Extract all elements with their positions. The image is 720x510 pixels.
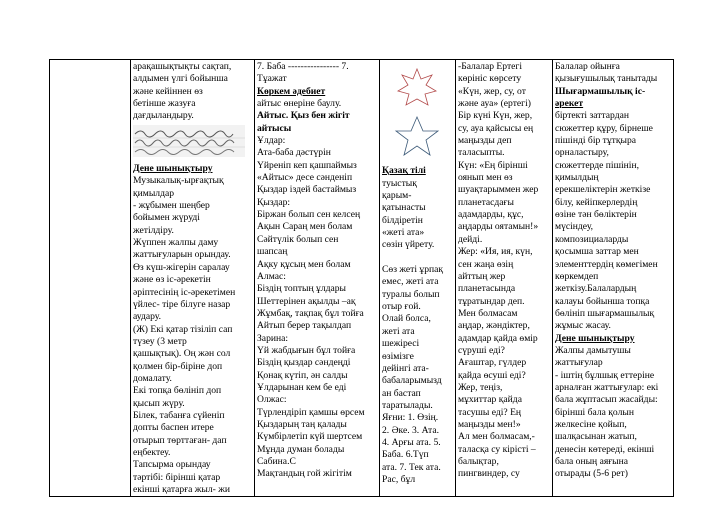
text-line: еңбектеу.: [133, 446, 171, 458]
column-6-cell: [553, 60, 674, 497]
text-line: екінші қатарға жыл- жи: [133, 484, 231, 495]
text-line: сүруші еді?: [458, 344, 505, 356]
column-2-cell: [131, 60, 255, 497]
heading-kazakh-language: Қазақ тілі: [382, 165, 426, 177]
text-line: жетілдіру.: [133, 224, 174, 236]
heading-literature: Көркем әдебиет: [257, 85, 326, 97]
text-line: Баба. 6.Түп: [382, 449, 429, 461]
text-line: және кейіннен өз: [133, 85, 203, 97]
text-line: отырады (5-6 рет): [555, 468, 628, 480]
text-line: Рас, бұл: [382, 473, 416, 485]
text-line: адамдарды, құс,: [458, 209, 524, 221]
text-line: бөлініп шығармашылық: [555, 307, 655, 319]
text-line: қашықтық). Оң жән сол: [133, 348, 231, 360]
text-line: Жалпы дамытушы: [555, 344, 631, 356]
literature-goal: айтыс өнеріне баулу.: [257, 98, 342, 110]
text-line: Мұнда думан болады: [257, 443, 345, 455]
text-line: Яғни: 1. Өзің.: [382, 412, 439, 424]
text-line: 2. Әке. 3. Ата.: [382, 424, 440, 436]
text-line: таласыпты.: [458, 147, 505, 159]
text-line: әріптесінің іс-әрекетімен: [133, 286, 236, 298]
text-line: планетасдағы: [458, 196, 514, 208]
text-line: қарым-: [382, 190, 412, 202]
text-line: Қыздарың таң қалады: [257, 418, 347, 430]
heading-aitys-2: айтысы: [257, 122, 292, 134]
text-line: тасушы еді? Ең: [458, 406, 522, 418]
heading-physical-education: Дене шынықтыру: [555, 332, 635, 344]
text-line: мүсіндеу,: [555, 221, 594, 233]
text-line: «жеті ата»: [382, 227, 425, 239]
text-line: сюжеттерде пішінін,: [555, 159, 639, 171]
text-line: көркемдеп: [555, 270, 599, 282]
text-line: отыр ғой.: [382, 301, 421, 313]
text-line: Білек, табанға сүйеніп: [133, 409, 225, 421]
text-line: тұратындар деп.: [458, 295, 525, 307]
heading-creative-2: әрекет: [555, 98, 584, 110]
text-line: Жүппен жалпы даму: [133, 237, 219, 249]
text-line: Олай болса,: [382, 313, 431, 325]
text-line: отырып төрттаған- дап: [133, 434, 227, 446]
text-line: шалқасынан жатып,: [555, 431, 637, 443]
text-line: қолмен бір-біріне доп: [133, 360, 223, 372]
text-line: жаттығуларын орындау.: [133, 249, 231, 261]
text-line: Біздің қыздар сәндеңді: [257, 357, 351, 369]
text-line: Шеттерінен ақылды –ақ: [257, 295, 356, 307]
text-line: домалату.: [133, 372, 172, 384]
text-line: сөзін үйрету.: [382, 239, 435, 251]
text-line: жеткізу.Балалардың: [555, 283, 637, 295]
text-line: Алмас:: [257, 270, 286, 282]
text-line: аудару.: [133, 311, 162, 323]
text-line: Жұмбақ, тақпақ бұл тойға: [257, 307, 364, 319]
text-line: қосымша заттар мен: [555, 246, 639, 258]
text-line: пішінді бір тұтқыра: [555, 135, 637, 147]
text-line: және ауа» (ертегі): [458, 98, 531, 110]
text-line: Ағаштар, гүлдер: [458, 357, 527, 369]
text-line: ерекшеліктерін жеткізе: [555, 184, 651, 196]
text-line: алдымен үлгі бойынша: [133, 73, 228, 85]
text-line: Балалар ойынға: [555, 61, 620, 72]
text-line: Сөз жеті ұрпақ: [382, 264, 444, 276]
text-line: балықтар,: [458, 456, 499, 467]
text-line: 4. Арғы ата. 5.: [382, 436, 441, 448]
text-line: түзеу (3 метр: [133, 335, 187, 347]
text-line: бала жұптасып жасайды:: [555, 394, 658, 406]
handwriting-image: [133, 125, 252, 161]
text-line: маңызды мен!»: [458, 418, 521, 430]
column-4-cell: [380, 60, 456, 497]
text-line: ата. 7. Тек ата.: [382, 461, 441, 473]
text-line: көрініс көрсету: [458, 73, 522, 85]
text-line: Біздің топтың ұлдары: [257, 283, 347, 295]
text-line: элементтердің көмегімен: [555, 258, 658, 270]
text-line: Күн: «Ең бірінші: [458, 159, 528, 171]
text-line: композициаларды: [555, 233, 629, 245]
text-line: таратылады.: [382, 399, 433, 411]
heading-creative-1: Шығармашылық іс-: [555, 85, 646, 97]
text-line: планетасында: [458, 283, 516, 295]
text-line: - жұбымен шеңбер: [133, 200, 210, 212]
text-line: қызығушылық танытады: [555, 73, 658, 85]
text-line: дейінгі ата-: [382, 362, 429, 374]
column-1-cell: [50, 60, 131, 497]
text-line: Зарина:: [257, 332, 289, 344]
heading-aitys-1: Айтыс. Қыз бен жігіт: [257, 110, 350, 122]
table-row: [50, 60, 674, 497]
text-line: қимылдар: [133, 187, 175, 199]
text-line: бетінше жазуға: [133, 98, 196, 110]
text-line: Ұлдар:: [257, 135, 286, 147]
text-line: айттың жер: [458, 270, 506, 282]
text-line: орналастыру,: [555, 147, 609, 159]
text-line: адамдар қайда өмір: [458, 332, 538, 344]
text-line: жұмыс жасау.: [555, 320, 611, 332]
text-line: маңызды деп: [458, 135, 512, 147]
text-line: Мақтандың гой жігітім: [257, 468, 352, 480]
text-line: Ұлдарынан кем бе еді: [257, 381, 347, 393]
text-line: Ата-баба дәстүрін: [257, 147, 331, 159]
text-line: және өз іс-әрекетін: [133, 274, 211, 286]
column-5-cell: [456, 60, 553, 497]
text-line: Күмбірлетіп күй шертсем: [257, 431, 363, 443]
text-line: - іштің бұлшық еттеріне: [555, 369, 655, 381]
text-line: Ақын Сараң мен болам: [257, 221, 353, 233]
text-line: арақашықтықты сақтап,: [133, 61, 232, 72]
text-line: «Күн, жер, су, от: [458, 85, 526, 97]
text-line: 7. Баба ---------------- 7.: [257, 61, 349, 72]
text-line: шуақтарыммен жер: [458, 184, 539, 196]
text-line: пингвиндер, су: [458, 468, 520, 480]
text-line: допты баспен итере: [133, 422, 214, 434]
text-line: туыстық: [382, 177, 417, 189]
text-line: үйлес- тіре білуге назар: [133, 298, 231, 310]
text-line: Ақку құсың мен болам: [257, 258, 351, 270]
text-line: Бір күні Күн, жер,: [458, 110, 533, 122]
stars-image: [388, 67, 453, 161]
text-line: -Балалар Ертегі: [458, 61, 522, 72]
text-line: Үй жабдығын бұл тойға: [257, 344, 356, 356]
text-line: су, ауа қайсысы ең: [458, 122, 534, 134]
text-line: Қыздар:: [257, 196, 291, 208]
text-line: Тапсырма орындау: [133, 459, 211, 471]
text-line: шапсаң: [257, 246, 288, 258]
text-line: Түрлендіріп қамшы өрсем: [257, 406, 365, 418]
lesson-plan-table: [49, 59, 674, 497]
text-line: «Айтыс» десе сәнденіп: [257, 172, 353, 184]
text-line: қатынасты: [382, 202, 426, 214]
text-line: оянып мен өз: [458, 172, 513, 184]
text-line: калауы бойынша топқа: [555, 295, 650, 307]
text-line: бала оның аяғына: [555, 456, 629, 467]
text-line: Қыздар іздей бастаймыз: [257, 184, 357, 196]
text-line: қысып жүру.: [133, 397, 185, 409]
text-line: Олжас:: [257, 394, 287, 406]
section-title-physical: Дене шынықтыру: [133, 163, 213, 175]
text-line: қимылдың: [555, 172, 599, 184]
text-line: желкесіне қойып,: [555, 418, 627, 430]
text-line: дейді.: [458, 233, 483, 245]
text-line: денесін көтереді, екінші: [555, 443, 655, 455]
text-line: біріншi бала қолын: [555, 406, 634, 418]
text-line: Тұажат: [257, 73, 287, 85]
text-line: өзімізге: [382, 350, 414, 362]
text-line: Жер: «Ия, ия, күн,: [458, 246, 533, 258]
text-line: Жер, теңіз,: [458, 381, 503, 393]
text-line: Сабина.С: [257, 456, 296, 467]
text-line: таласқа су кірісті –: [458, 443, 536, 455]
text-line: аңдарды оятамын!»: [458, 221, 539, 233]
text-line: білдіретін: [382, 214, 423, 226]
text-line: жеті ата: [382, 325, 415, 337]
text-line: қайда өсуші еді?: [458, 369, 526, 381]
text-line: сен жаңа өзің: [458, 258, 514, 270]
text-line: ан бастап: [382, 387, 421, 399]
text-line: Музыкалық-ырғақтық: [133, 175, 224, 187]
text-line: біртекті заттардан: [555, 110, 629, 122]
text-line: Екі топқа бөлініп доп: [133, 385, 222, 397]
text-line: өзіне тән бөліктерін: [555, 209, 637, 221]
text-line: мұхиттар қайда: [458, 394, 522, 406]
text-line: Сәйтүлік болып сен: [257, 233, 339, 245]
text-line: [382, 252, 453, 264]
text-line: (Ж) Екі қатар тізіліп сап: [133, 323, 233, 335]
text-line: сюжеттер құру, бірнеше: [555, 122, 653, 134]
text-line: Қонақ күтіп, ән салды: [257, 369, 348, 381]
text-line: жаттығулар: [555, 357, 603, 369]
text-line: емес, жеті ата: [382, 276, 439, 288]
text-line: Ал мен болмасам,-: [458, 431, 535, 443]
text-line: аңдар, жәндіктер,: [458, 320, 530, 332]
text-line: Өз күш-жігерін саралау: [133, 261, 230, 273]
text-line: білу, кейіпкерлердің: [555, 196, 638, 208]
text-line: шежіресі: [382, 338, 420, 350]
text-line: бойымен жүруді: [133, 212, 200, 224]
text-line: туралы болып: [382, 288, 440, 300]
text-line: бабаларымызд: [382, 375, 442, 387]
column-3-cell: [255, 60, 380, 497]
text-line: дағдыландыру.: [133, 110, 194, 122]
text-line: Айтып берер тақылдап: [257, 320, 352, 332]
text-line: Үйреніп кеп қашпаймыз: [257, 159, 357, 171]
text-line: Мен болмасам: [458, 307, 518, 319]
text-line: тәртібі: бірінші қатар: [133, 471, 221, 483]
text-line: арналған жаттығулар: екі: [555, 381, 659, 393]
text-line: Біржан болып сен келсең: [257, 209, 361, 221]
